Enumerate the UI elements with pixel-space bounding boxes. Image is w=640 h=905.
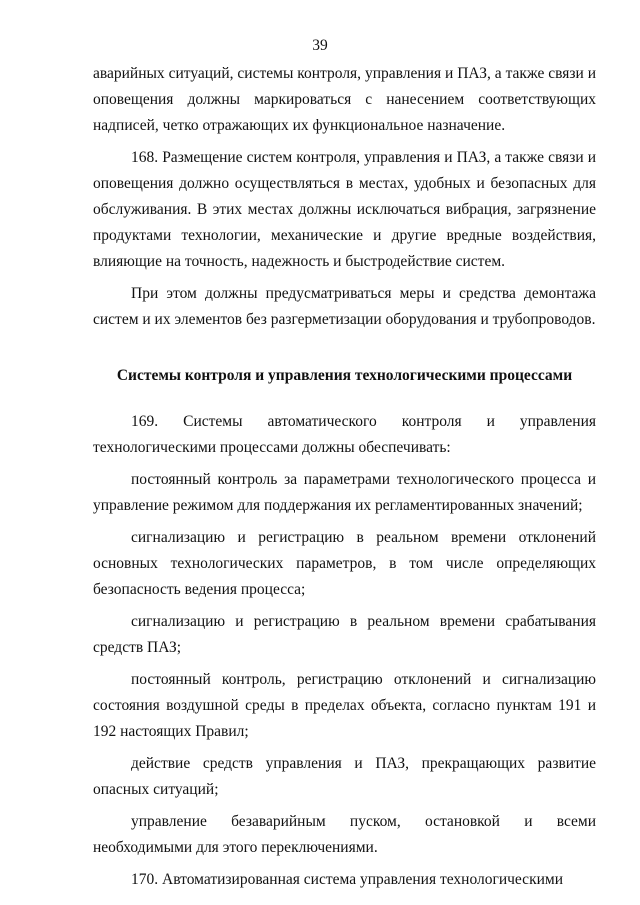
paragraph-continuation: аварийных ситуаций, системы контроля, управления и ПАЗ, а также связи и оповещения должны маркироваться с нанесением соответствующих надписей, четко отражающих их функциональное назначение.: [93, 65, 596, 134]
paragraph-dismantling: При этом должны предусматриваться меры и средства демонтажа систем и их элементов без разгерметизации оборудования и трубопроводов.: [93, 285, 596, 328]
section-heading: Системы контроля и управления технологическими процессами: [116, 367, 573, 384]
list-item-startup-control: управление безаварийным пуском, остановкой и всеми необходимыми для этого переключениями.: [93, 813, 596, 856]
page-number: 39: [312, 37, 328, 54]
list-item-paz-action: действие средств управления и ПАЗ, прекращающих развитие опасных ситуаций;: [93, 755, 596, 798]
list-item-constant-control: постоянный контроль за параметрами технологического процесса и управление режимом для поддержания их регламентированных значений;: [93, 471, 596, 514]
list-item-air-monitoring: постоянный контроль, регистрацию отклонений и сигнализацию состояния воздушной среды в пределах объекта, согласно пунктам 191 и 192 настоящих Правил;: [93, 671, 596, 740]
document-body: [93, 61, 596, 899]
list-item-signaling-deviations: сигнализацию и регистрацию в реальном времени отклонений основных технологических параметров, в том числе определяющих безопасность ведения процесса;: [93, 529, 596, 598]
paragraph-168: 168. Размещение систем контроля, управления и ПАЗ, а также связи и оповещения должно осуществляться в местах, удобных и безопасных для обслуживания. В этих местах должны исключаться вибрация, загрязнение продуктами технологии, механические и другие вредные воздействия, влияющие на точность, надежность и быстродействие систем.: [93, 149, 596, 270]
list-item-signaling-paz: сигнализацию и регистрацию в реальном времени срабатывания средств ПАЗ;: [93, 613, 596, 656]
paragraph-169: 169. Системы автоматического контроля и управления технологическими процессами должны обеспечивать:: [93, 413, 596, 456]
paragraph-170: 170. Автоматизированная система управления технологическими: [131, 871, 563, 888]
